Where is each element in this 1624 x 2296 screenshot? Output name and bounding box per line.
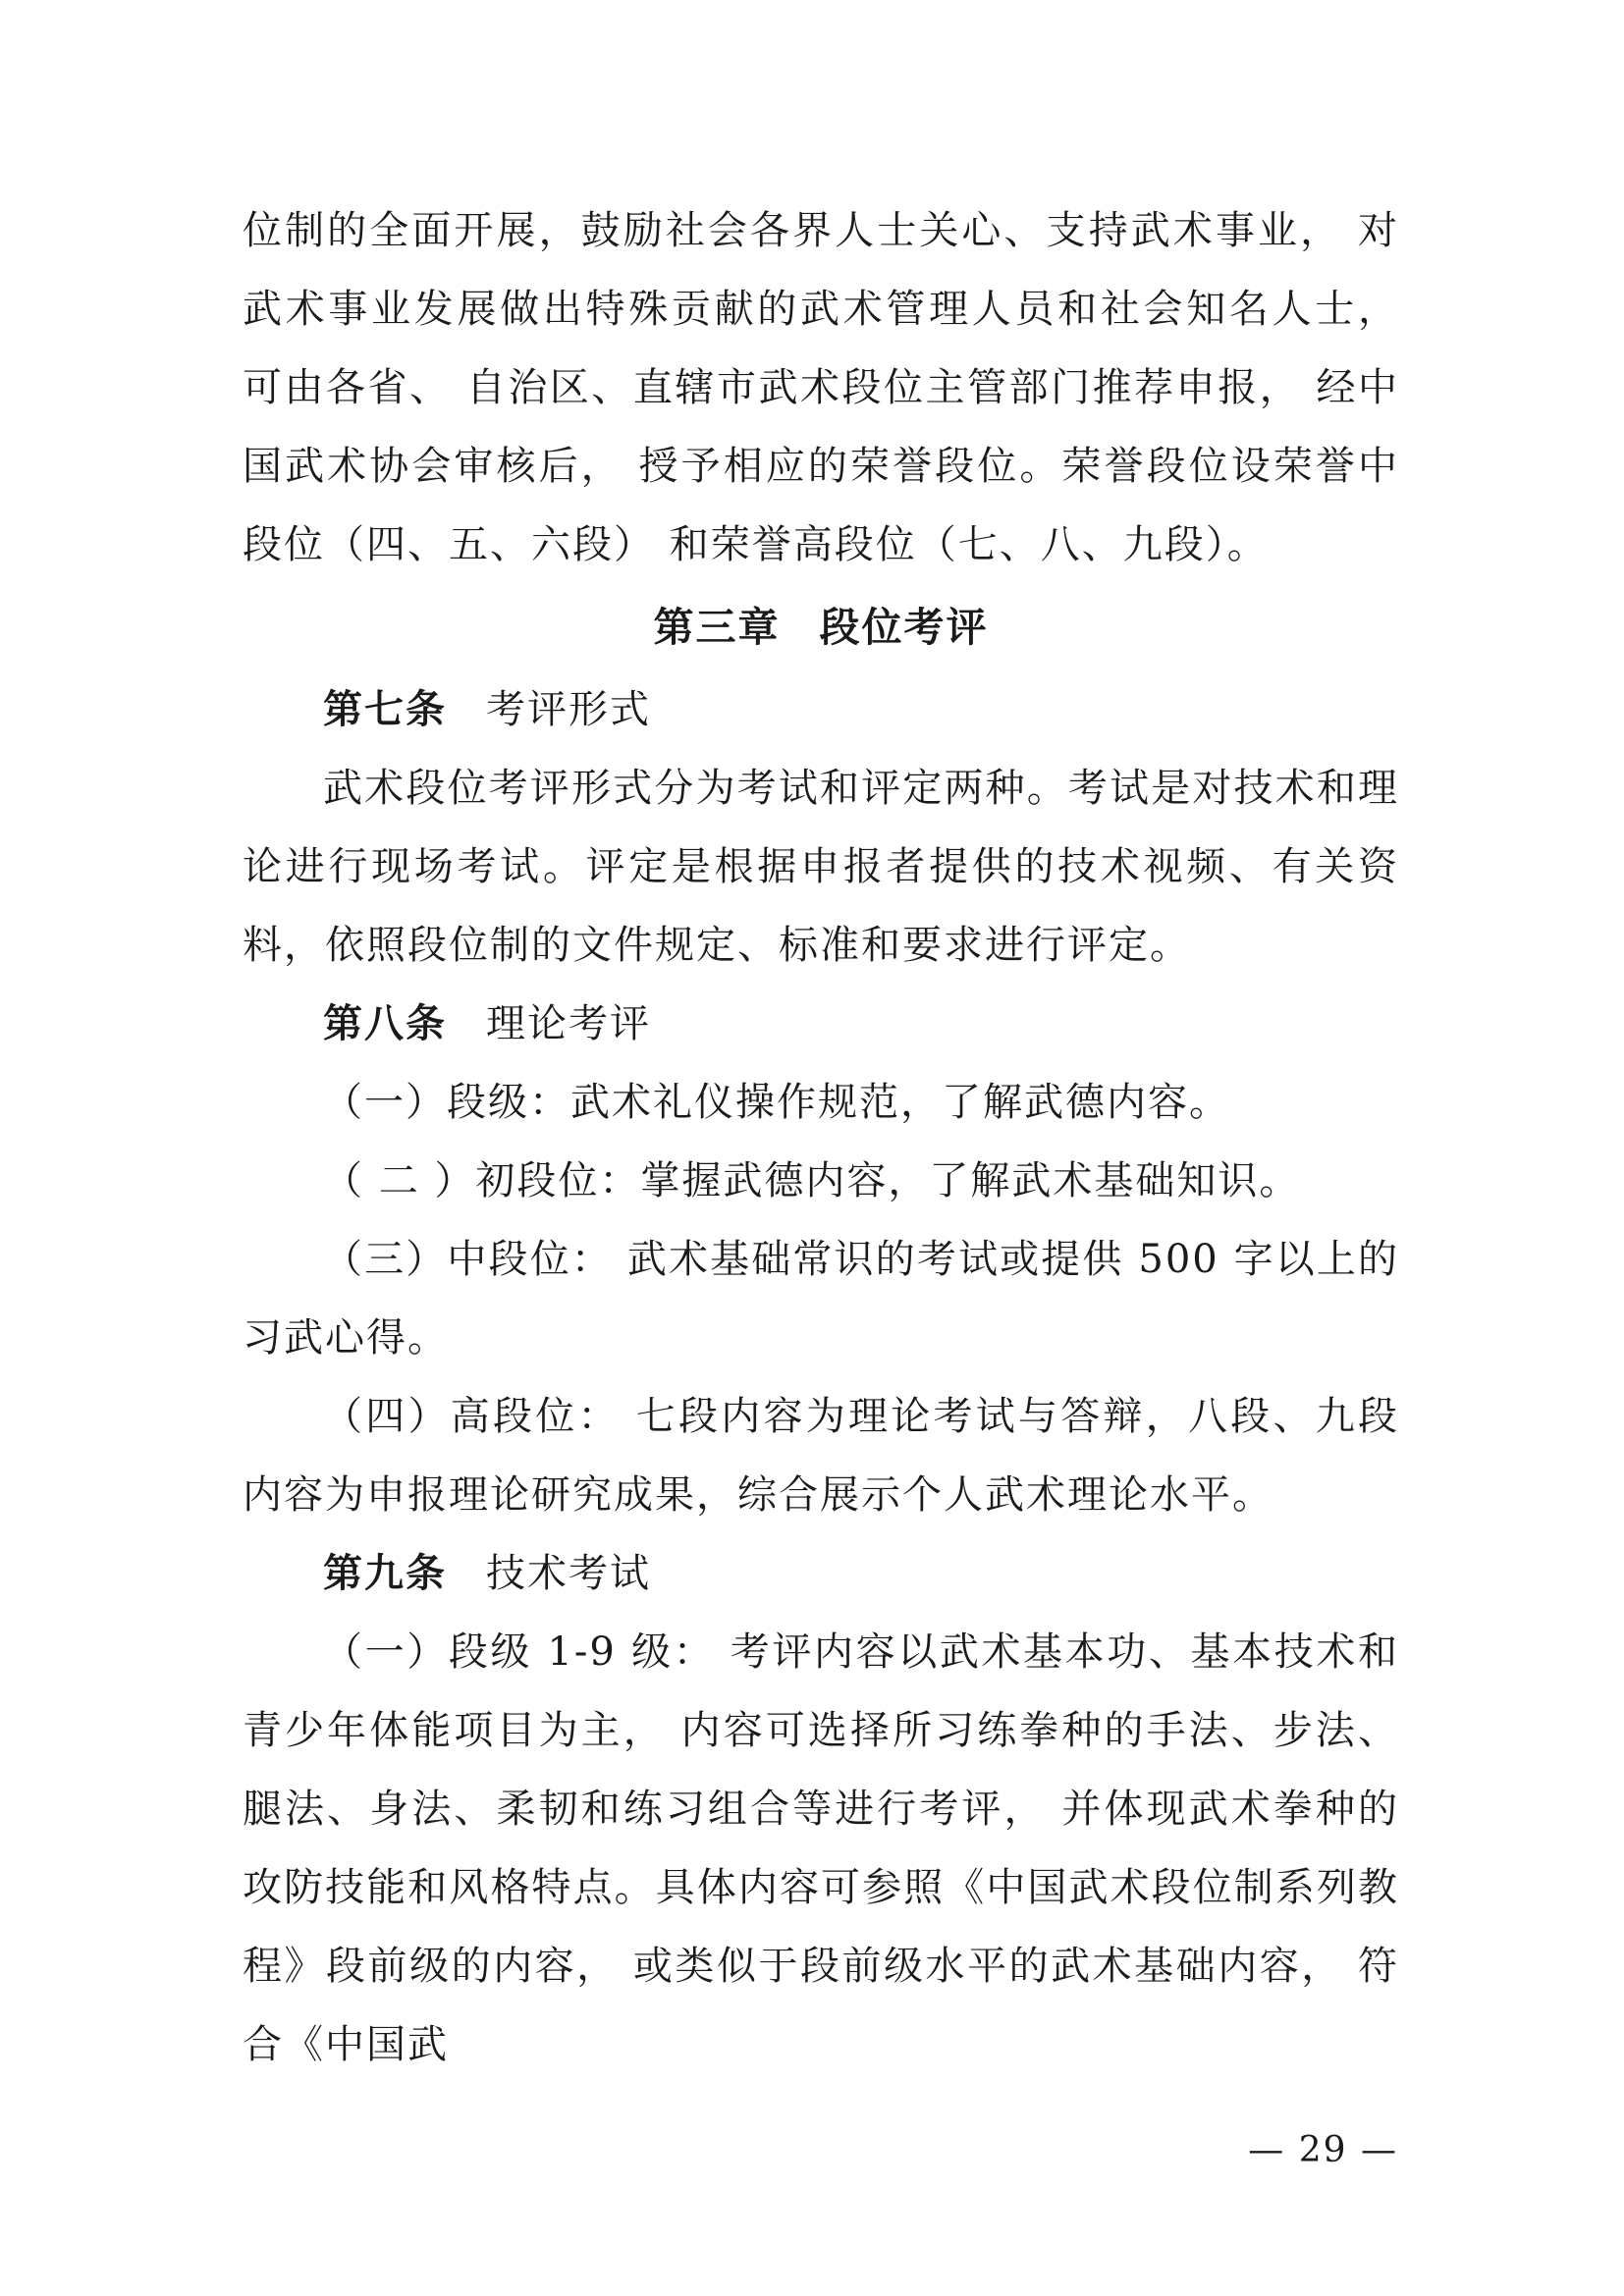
article-9-item-1: （一）段级 1-9 级： 考评内容以武术基本功、基本技术和青少年体能项目为主， 内容可选择所习练拳种的手法、步法、腿法、身法、柔韧和练习组合等进行考评， 并体现武术拳种的攻防技能和风格特点。具体内容可参照《中国武术段位制系列教程》段前级的内容， 或类似于段前级水平的武术基础内容， 符合《中国武 bbox=[243, 1629, 1399, 2067]
article-8-item-4: （四）高段位： 七段内容为理论考试与答辩，八段、九段内容为申报理论研究成果，综合展示个人武术理论水平。 bbox=[243, 1394, 1399, 1518]
article-7-heading bbox=[243, 670, 1399, 749]
article-8-number: 第八条 bbox=[323, 1001, 447, 1046]
article-7-paragraph: 武术段位考评形式分为考试和评定两种。考试是对技术和理论进行现场考试。评定是根据申报者提供的技术视频、有关资料，依照段位制的文件规定、标准和要求进行评定。 bbox=[243, 766, 1399, 968]
chapter-title: 段位考评 bbox=[819, 604, 989, 651]
intro-paragraph: 位制的全面开展，鼓励社会各界人士关心、支持武术事业， 对武术事业发展做出特殊贡献的武术管理人员和社会知名人士， 可由各省、 自治区、直辖市武术段位主管部门推荐申报， 经中国武术协会审核后， 授予相应的荣誉段位。荣誉段位设荣誉中段位（四、五、六段） 和荣誉高段位（七、八、九段）。 bbox=[243, 208, 1399, 567]
chapter-heading bbox=[243, 588, 1399, 667]
chapter-number: 第三章 bbox=[653, 604, 781, 651]
article-8-item-1: （一）段级：武术礼仪操作规范，了解武德内容。 bbox=[323, 1080, 1230, 1125]
article-7-number: 第七条 bbox=[323, 687, 447, 732]
article-7-title: 考评形式 bbox=[486, 687, 651, 732]
document-page bbox=[243, 191, 1399, 2084]
article-9-heading bbox=[243, 1534, 1399, 1613]
page-number: — 29 — bbox=[1248, 2130, 1398, 2170]
article-8-item-3: （三）中段位： 武术基础常识的考试或提供 500 字以上的习武心得。 bbox=[243, 1237, 1399, 1361]
article-9-number: 第九条 bbox=[323, 1551, 447, 1596]
article-8-title: 理论考评 bbox=[486, 1001, 651, 1046]
article-9-title: 技术考试 bbox=[486, 1551, 651, 1596]
article-8-heading bbox=[243, 985, 1399, 1063]
article-8-item-2: （ 二 ）初段位：掌握武德内容，了解武术基础知识。 bbox=[323, 1158, 1301, 1203]
